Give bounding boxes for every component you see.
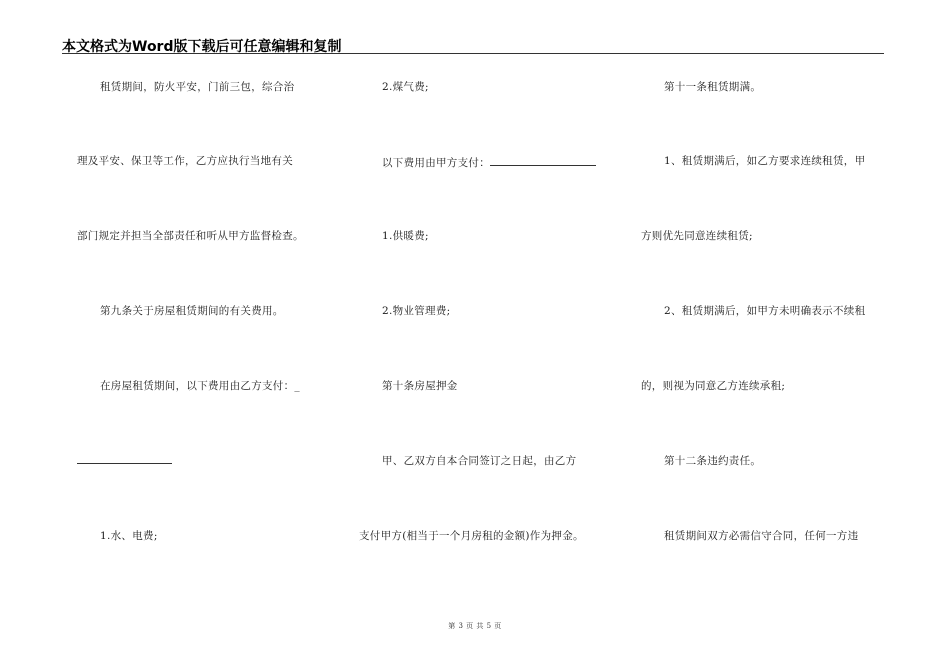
middle-col-line-7: 支付甲方(相当于一个月房租的金额)作为押金。 — [359, 530, 584, 542]
right-col-line-7: 租赁期间双方必需信守合同，任何一方违 — [664, 530, 859, 542]
left-col-blank-underline — [77, 463, 172, 464]
right-col-line-3: 方则优先同意连续租赁; — [641, 230, 753, 242]
right-col-line-1: 第十一条租赁期满。 — [664, 81, 762, 93]
left-col-line-5: 在房屋租赁期间，以下费用由乙方支付：_ — [100, 380, 300, 392]
header-divider — [62, 53, 884, 54]
middle-col-line-6: 甲、乙双方自本合同签订之日起，由乙方 — [382, 455, 577, 467]
left-col-line-3: 部门规定并担当全部责任和听从甲方监督检查。 — [77, 230, 304, 242]
middle-col-line-2 — [382, 154, 596, 170]
left-col-line-6: 1.水、电费; — [100, 530, 158, 542]
right-col-line-4: 2、租赁期满后，如甲方未明确表示不续租 — [664, 305, 866, 317]
middle-col-blank-underline — [490, 154, 596, 166]
middle-col-line-3: 1.供暖费; — [382, 230, 429, 242]
right-col-line-6: 第十二条违约责任。 — [664, 455, 762, 467]
middle-col-line-1: 2.煤气费; — [382, 81, 429, 93]
document-header-title: 本文格式为Word版下载后可任意编辑和复制 — [62, 39, 342, 55]
right-col-line-5: 的，则视为同意乙方连续承租; — [641, 380, 786, 392]
left-col-line-2: 理及平安、保卫等工作，乙方应执行当地有关 — [77, 155, 293, 167]
right-col-line-2: 1、租赁期满后，如乙方要求连续租赁，甲 — [664, 155, 866, 167]
middle-col-line-4: 2.物业管理费; — [382, 305, 451, 317]
left-col-line-1: 租赁期间，防火平安，门前三包，综合治 — [100, 81, 295, 93]
left-col-line-4: 第九条关于房屋租赁期间的有关费用。 — [100, 305, 284, 317]
page-number-footer: 第 3 页 共 5 页 — [448, 622, 502, 630]
middle-col-line-2-text: 以下费用由甲方支付： — [382, 157, 490, 169]
middle-col-line-5: 第十条房屋押金 — [382, 380, 458, 392]
